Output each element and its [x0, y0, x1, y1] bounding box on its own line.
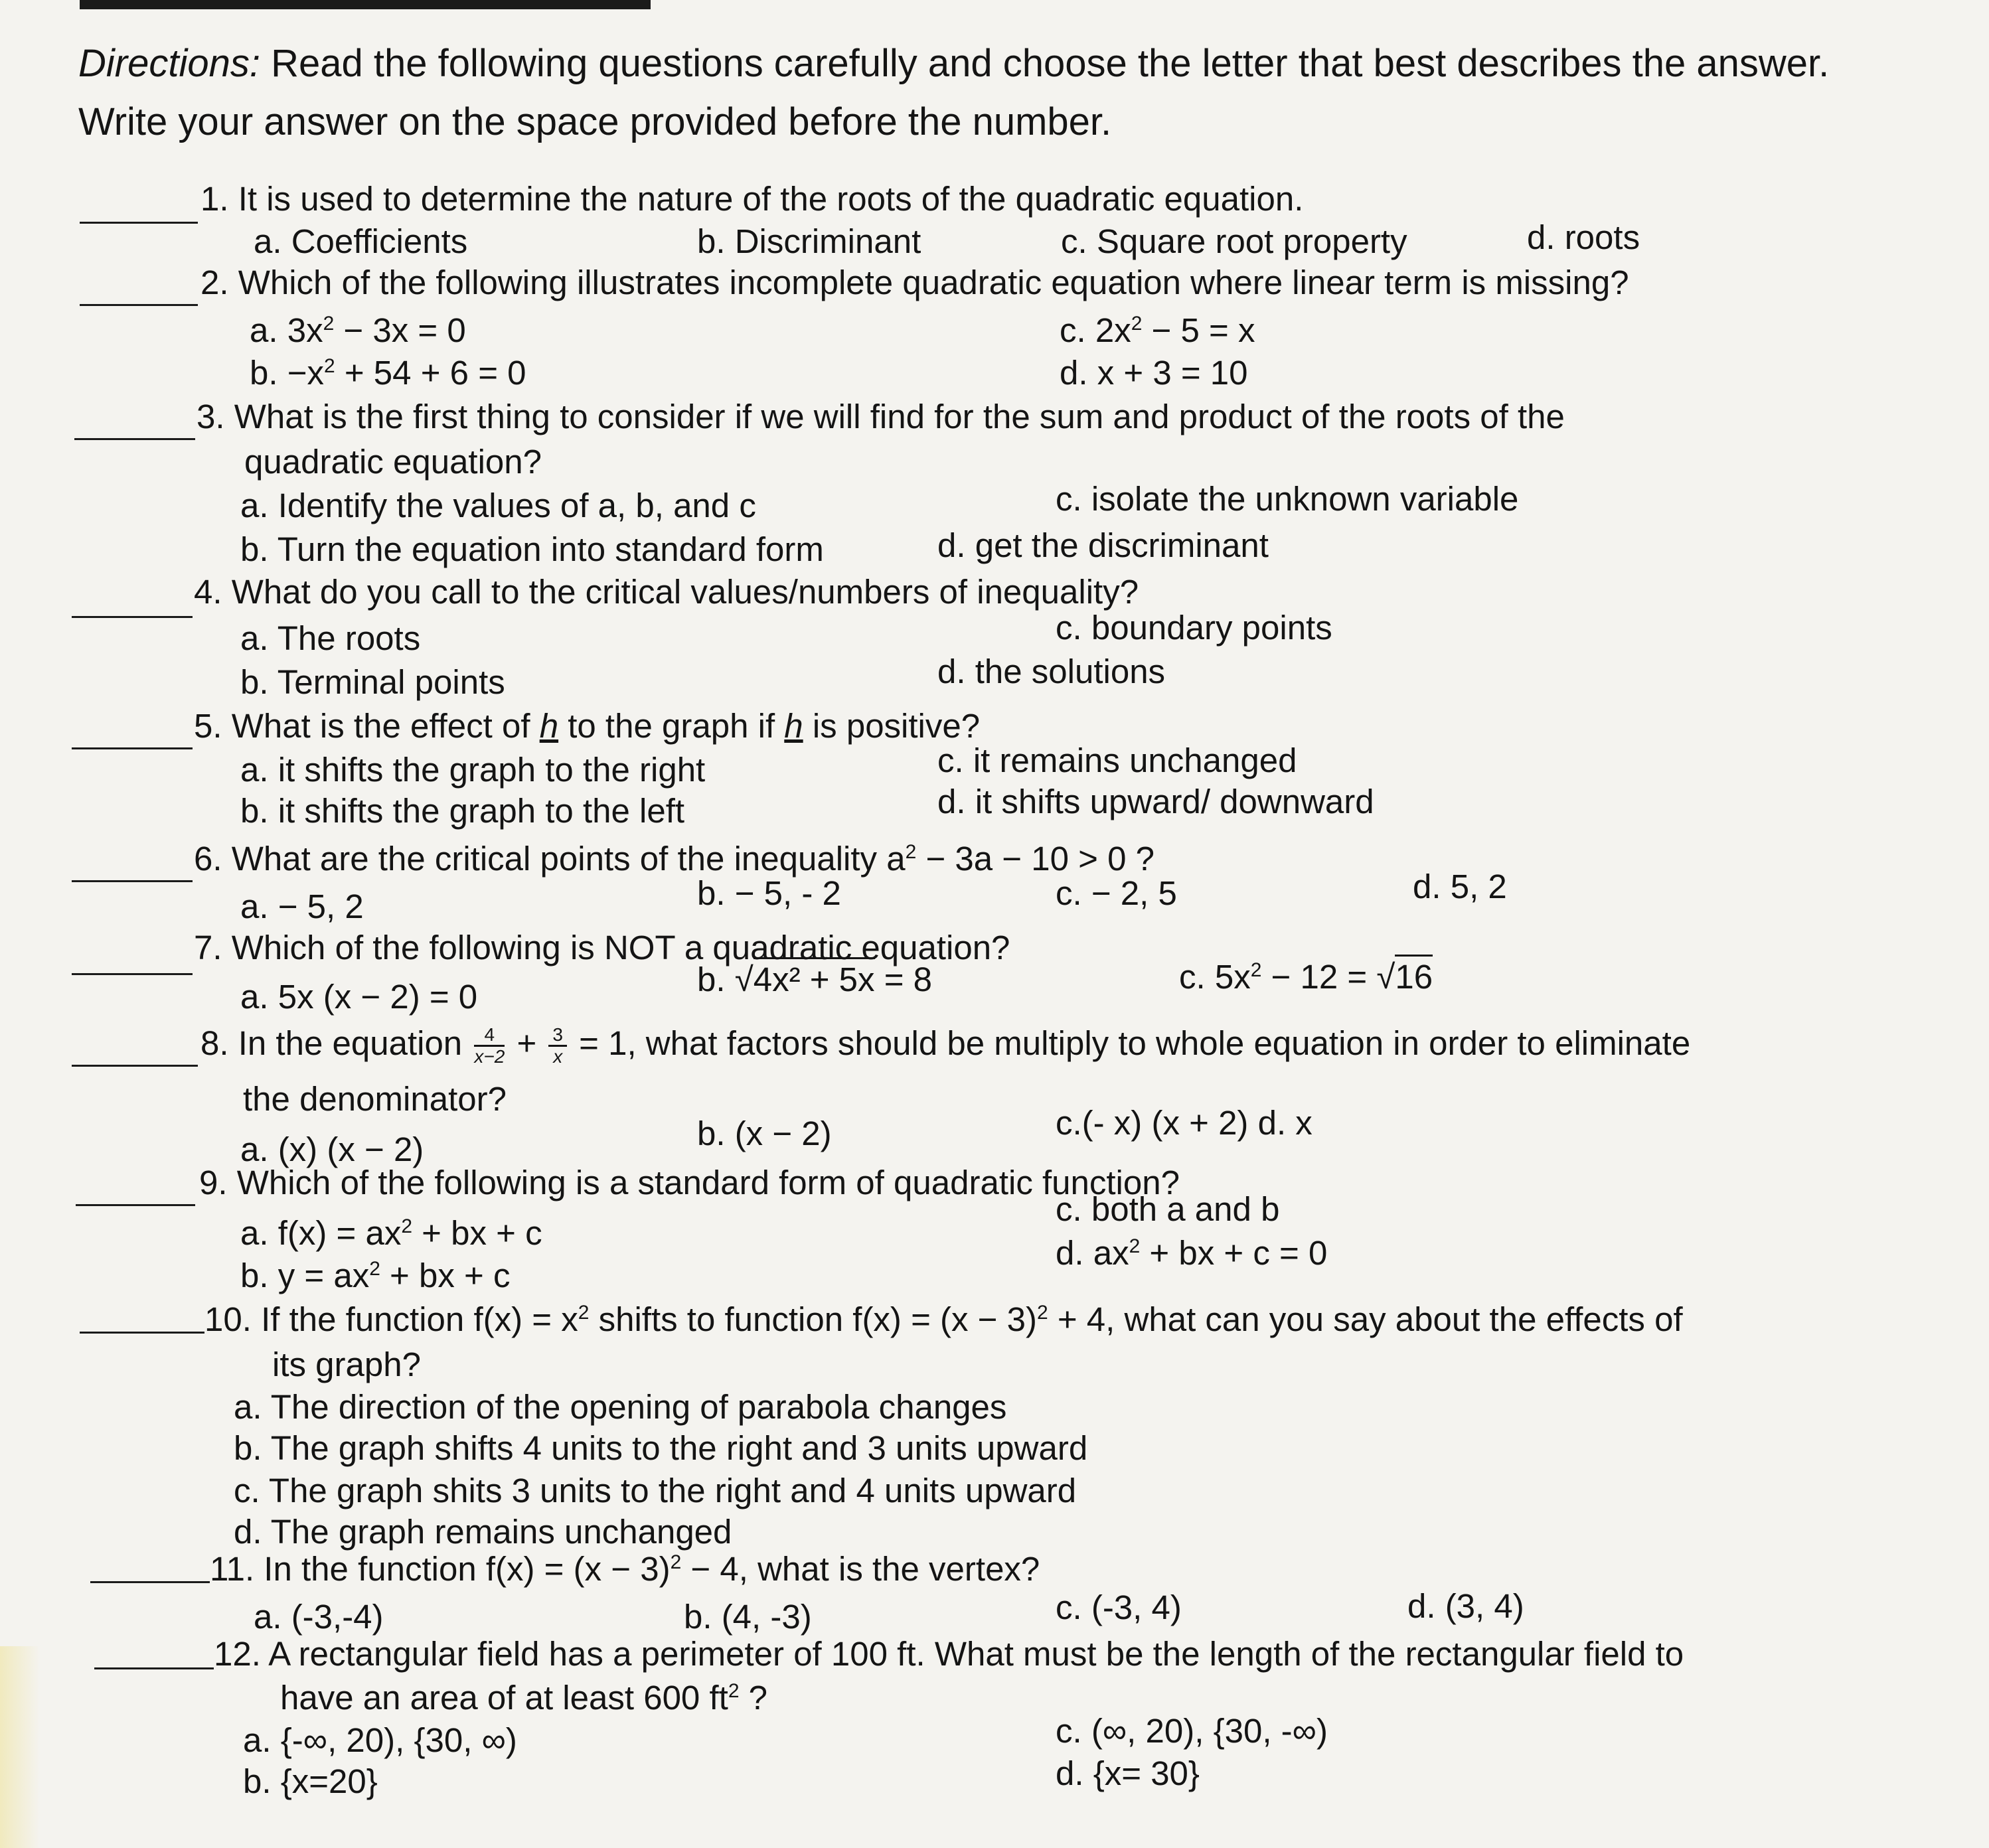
question-9: 9. Which of the following is a standard form of quadratic function? — [199, 1164, 1180, 1201]
question-1: 1. It is used to determine the nature of the roots of the quadratic equation. — [200, 180, 1304, 218]
question-2: 2. Which of the following illustrates incomplete quadratic equation where linear term is missing? — [200, 264, 1629, 301]
q7-choice-a: a. 5x (x − 2) = 0 — [240, 978, 478, 1016]
answer-blank-1[interactable] — [80, 222, 198, 224]
q11-choice-c: c. (-3, 4) — [1056, 1588, 1182, 1626]
answer-blank-10[interactable] — [80, 1332, 204, 1334]
question-6: 6. What are the critical points of the inequality $a^2 - 3a - 10 > 0$ ? — [194, 840, 1154, 878]
q9-choice-a: a. $f(x) = ax^2$ + bx + c — [240, 1214, 542, 1252]
q9-choice-b: b. $y = ax^2$ + bx + c — [240, 1257, 511, 1294]
directions-text: Read the following questions carefully and choose the letter that best describes the answer. Write your answer on the space provided before the number. — [78, 42, 1830, 143]
q10-choice-b: b. The graph shifts 4 units to the right and 3 units upward — [234, 1429, 1088, 1467]
q11-choice-d: d. (3, 4) — [1407, 1587, 1524, 1625]
q8-choice-c: c.(- x) (x + 2) d. x — [1056, 1104, 1313, 1142]
q4-choice-a: a. The roots — [240, 619, 421, 657]
q3-choice-d: d. get the discriminant — [937, 526, 1269, 564]
q11-choice-a: a. (-3,-4) — [254, 1598, 384, 1636]
answer-blank-6[interactable] — [72, 880, 193, 882]
q11-choice-b: b. (4, -3) — [684, 1598, 812, 1636]
q2-choice-b: b. $-x^2 + 54 + 6 = 0$ — [250, 354, 526, 392]
q7-choice-c: c. $5x^2 - 12 = √16$ — [1179, 956, 1433, 998]
question-3: 3. What is the first thing to consider if we will find for the sum and product of the roots of the — [197, 398, 1565, 435]
q9-choice-d: d. $ax^2$ + bx + c = 0 — [1056, 1234, 1328, 1272]
question-12-cont: have an area of at least 600 $ft^2$ ? — [280, 1679, 768, 1717]
q8-choice-a: a. (x) (x − 2) — [240, 1130, 424, 1168]
answer-blank-9[interactable] — [76, 1204, 195, 1206]
q5-choice-b: b. it shifts the graph to the left — [240, 792, 685, 830]
answer-blank-5[interactable] — [72, 747, 193, 749]
question-11: 11. In the function $f(x) = (x - 3)^2 - 4$, what is the vertex? — [210, 1550, 1040, 1588]
q12-choice-a: a. {-∞, 20), {30, ∞) — [243, 1721, 517, 1759]
cropped-title-bar — [80, 0, 651, 9]
q10-choice-a: a. The direction of the opening of parabola changes — [234, 1388, 1007, 1426]
q8-choice-b: b. (x − 2) — [697, 1115, 832, 1152]
q6-choice-d: d. 5, 2 — [1413, 868, 1507, 905]
directions-label: Directions: — [78, 42, 260, 85]
q1-choice-c: c. Square root property — [1061, 222, 1407, 260]
q9-choice-c: c. both a and b — [1056, 1190, 1280, 1228]
question-10-cont: its graph? — [272, 1346, 421, 1383]
q12-choice-c: c. (∞, 20), {30, -∞) — [1056, 1712, 1328, 1750]
answer-blank-11[interactable] — [90, 1581, 210, 1583]
q2-choice-d: d. x + 3 = 10 — [1060, 354, 1248, 392]
q7-choice-b: b. √4x² + 5x = 8 — [697, 959, 932, 1001]
answer-blank-4[interactable] — [72, 616, 193, 618]
answer-blank-3[interactable] — [74, 438, 195, 440]
question-10: 10. If the function $f(x) = x^2$ shifts to function $f(x) = (x - 3)^2 + 4$, what can you say about the effects of — [204, 1300, 1683, 1338]
question-8-cont: the denominator? — [243, 1080, 507, 1118]
answer-blank-12[interactable] — [94, 1667, 214, 1669]
q4-choice-d: d. the solutions — [937, 653, 1166, 690]
fraction-3-over-x: $\frac{3}{x}$ — [548, 1025, 567, 1067]
q3-choice-c: c. isolate the unknown variable — [1056, 480, 1519, 518]
directions — [78, 35, 1884, 151]
question-7: 7. Which of the following is NOT a quadratic equation? — [194, 929, 1010, 966]
q1-choice-d: d. roots — [1527, 218, 1640, 256]
q10-choice-c: c. The graph shits 3 units to the right and 4 units upward — [234, 1472, 1077, 1509]
question-5: 5. What is the effect of h to the graph if h is positive? — [194, 707, 981, 745]
question-3-cont: quadratic equation? — [244, 443, 542, 481]
q5-choice-c: c. it remains unchanged — [937, 741, 1297, 779]
answer-blank-8[interactable] — [72, 1065, 198, 1067]
q5-choice-a: a. it shifts the graph to the right — [240, 751, 706, 789]
q10-choice-d: d. The graph remains unchanged — [234, 1513, 732, 1551]
q12-choice-b: b. {x=20} — [243, 1762, 378, 1800]
q2-choice-a: a. $3x^2 - 3x = 0$ — [250, 311, 466, 349]
answer-blank-7[interactable] — [72, 973, 193, 975]
fraction-4-over-x-2: $\frac{4}{x-2}$ — [474, 1024, 505, 1067]
question-4: 4. What do you call to the critical values/numbers of inequality? — [194, 573, 1139, 611]
q3-choice-a: a. Identify the values of a, b, and c — [240, 487, 756, 524]
question-12: 12. A rectangular field has a perimeter of 100 ft. What must be the length of the rectangular field to — [214, 1635, 1684, 1673]
question-8: 8. In the equation $\frac{4}{x-2}$ + $\frac{3}{x}$ = 1, what factors should be multiply to whole equation in order to eliminate — [200, 1024, 1691, 1067]
q6-choice-a: a. − 5, 2 — [240, 887, 364, 925]
q4-choice-b: b. Terminal points — [240, 663, 505, 701]
paper-stain — [0, 1646, 40, 1848]
q12-choice-d: d. {x= 30} — [1056, 1754, 1200, 1792]
q1-choice-a: a. Coefficients — [254, 222, 468, 260]
answer-blank-2[interactable] — [80, 304, 198, 306]
q3-choice-b: b. Turn the equation into standard form — [240, 530, 824, 568]
q6-choice-c: c. − 2, 5 — [1056, 874, 1177, 912]
q6-choice-b: b. − 5, - 2 — [697, 874, 841, 912]
q1-choice-b: b. Discriminant — [697, 222, 921, 260]
q4-choice-c: c. boundary points — [1056, 609, 1332, 647]
q2-choice-c: c. $2x^2 - 5 = x$ — [1060, 311, 1255, 349]
q5-choice-d: d. it shifts upward/ downward — [937, 783, 1374, 820]
